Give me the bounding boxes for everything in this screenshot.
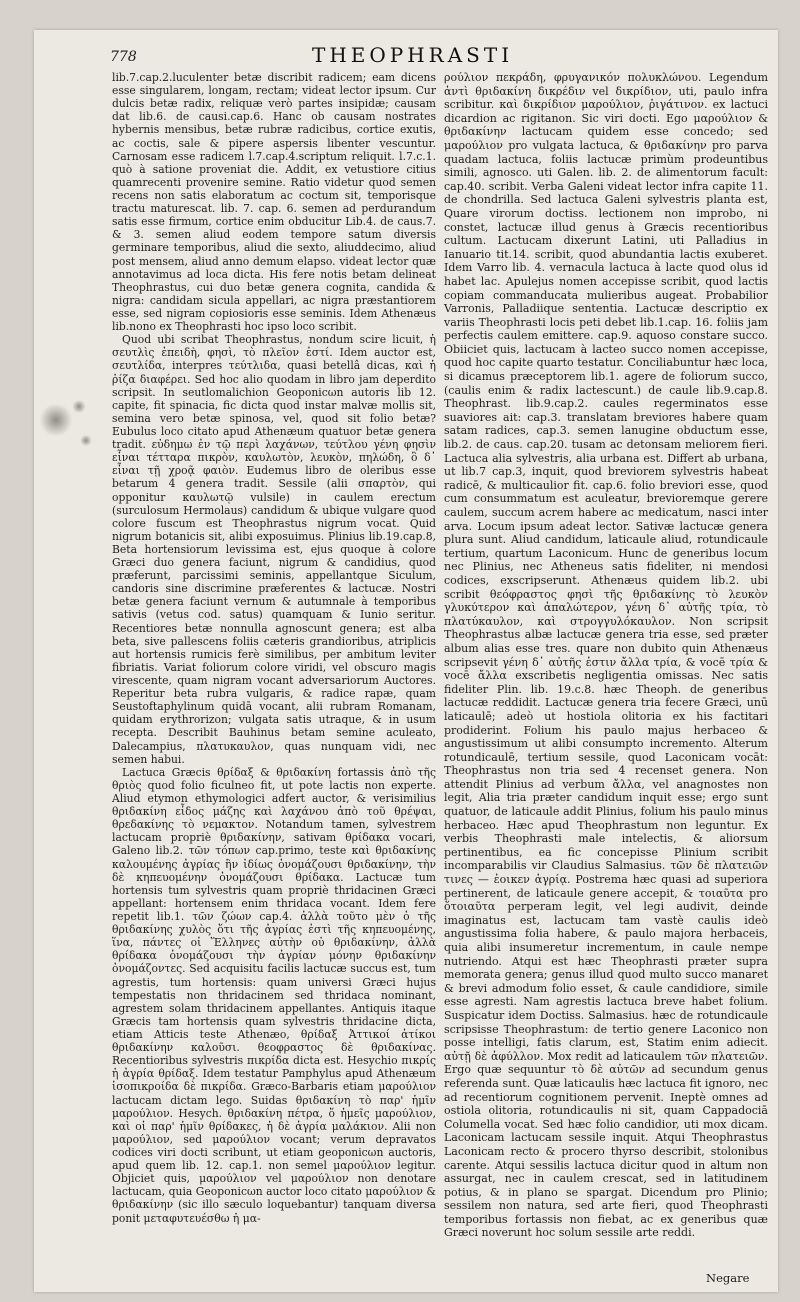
paragraph: Lactuca Græcis θρίδαξ & θριδακίνη fortassis ἀπὸ τῆς θριὸς quod folio ficulneo fit, ut pote lactis non experte. Aliud etymon ethymologici adfert auctor, & verisimilius θριδακίνη εἶδος μάζης καὶ λαχάνου ἀπὸ τοῦ θρέψαι, θρεδακίνης τὸ νεμακτον. Notandum tamen, sylvestrem lactucam propriè θριδακίνην, sativam θρίδακα vocari, Galeno lib.2. τῶν τόπων cap.primo, teste καὶ θριδακίνης καλουμένης ἀγρίας ἣν ἰδίως ὀνομάζουσι θριδακίνην, τὴν δὲ κηπευομένην ὀνομάζουσι θρίδακα. Lactucæ tum hortensis tum sylvestris quam propriè thridacinen Græci appellant: hortensem enim thridaca vocant. Idem fere repetit lib.1. τῶν ζώων cap.4. ἀλλὰ τοῦτο μὲν ὁ τῆς θριδακίνης χυλὸς ὅτι τῆς ἀγρίας ἐστὶ τῆς κηπευομένης, ἵνα, πάντες οἱ Ἕλληνες αὐτὴν οὐ θριδακίνην, ἀλλὰ θρίδακα ὀνομάζουσι τὴν ἀγρίαν μόνην θριδακίνην ὀνομάζοντες. Sed acquisitu facilis lactucæ succus est, tum agrestis, tum hortensis: quam universi Græci hujus tempestatis non thridacinem sed thridaca nominant, agrestem solam thridacinem appellantes. Antiquis itaque Græcis tam hortensis quam sylvestris thridacine dicta, etiam Atticis teste Athenæo, θρίδαξ Ἀττικοί ἀτίκοι θριδακίνην καλοῦσι. θεοφραστος δὲ θριδακίνας. Recentioribus sylvestris πικρίδα dicta est. Hesychio πικρίς ἡ ἀγρία θρίδαξ. Idem testatur Pamphylus apud Athenæum ἰσοπικροίδα δὲ πικρίδα. Græco-Barbaris etiam μαρούλιον lactucam dictam lego. Suidas θριδακίνη τὸ παρ' ἡμῖν μαρούλιον. Hesych. θριδακίνη πέτρα, ὅ ἡμεῖς μαρούλιον, καὶ οἱ παρ' ἡμῖν θρίδακες, ἡ δὲ ἀγρία μαλάκιον. Alii non μαρούλιον, sed μαρούλιον vocant; verum depravatos codices viri docti scribunt, ut etiam geoponicωn auctoris, apud quem lib. 12. cap.1. non semel μαρούλιον legitur. Objiciet quis, μαρούλιον vel μαρούλιον non denotare lactucam, quia Geoponicωn auctor loco citato μαρούλιον & θριδακίνην (sic illo sæculo loquebantur) tanquam diversa ponit μεταφυτευέσθω ἡ μα- xyxy=(112,765,436,1225)
page-number: 778 xyxy=(110,49,137,65)
paragraph: lib.7.cap.2.luculenter betæ discribit radicem; eam dicens esse singularem, longam, rectam; videat lector ipsum. Cur dulcis betæ radix, reliquæ verò partes insipidæ; causam dat lib.6. de causi.cap.6. Hanc ob causam nostrates hybernis mensibus, betæ rubræ radicibus, cortice exutis, ac coctis, sale & pipere aspersis libenter vescuntur. Carnosam esse radicem l.7.cap.4.scriptum reliquit. l.7.c.1. quò à satione proveniat die. Addit, ex vetustiore citius quamrecenti provenire semine. Ratio videtur quod semen recens non satis elaboratum ac coctum sit, temporisque tractu maturescat. lib. 7. cap. 6. semen ad perdurandum satis esse firmum, cortice enim obducitur Lib.4. de caus.7. & 3. semen aliud eodem tempore satum diversis germinare temporibus, aliud die sexto, aliuddecimo, aliud post mensem, aliud anno demum elapso. videat lector quæ annotavimus ad loca dicta. His fere notis betam delineat Theophrastus, cui duo betæ genera cognita, candida & nigra: candidam sicula appellari, ac nigra præstantiorem esse, sed nigram copiosioris esse seminis. Idem Athenæus lib.nono ex Theophrasti hoc ipso loco scribit. xyxy=(112,71,436,334)
catchword: Negare xyxy=(706,1271,750,1285)
paragraph: Quod ubi scribat Theophrastus, nondum scire licuit, ἡ σευτλὶς ἐπειδὴ, φησὶ, τὸ πλεῖον ἐστί. Idem auctor est, σευτλίδα, interpres τεύτλιδα, quasi betellâ dicas, καὶ ἡ ῥίζα διαφέρει. Sed hoc alio quodam in libro jam deperdito scripsit. In seutlomalichion Geoponicωn autoris lib 12. capite, fit spinacia, fic dicta quod instar malvæ mollis sit, semina vero betæ spinosa, vel, quod sit folio betæ? Eubulus loco citato apud Athenæum quatuor betæ genera tradit. εὐδημω ἐν τῷ περὶ λαχάνων, τεύτλου γένη φησὶν εἶναι τέτταρα πικρὸν, καυλωτὸν, λευκὸν, πηλώδη, ὃ δ᾽ εἶναι τῇ χροᾷ φαιὸν. Eudemus libro de oleribus esse betarum 4 genera tradit. Sessile (alii σπαρτὸν, qui opponitur καυλωτῷ vulsile) in caulem erectum (surculosum Hermolaus) candidum & ubique vulgare quod colore fuscum est Theophrastus nigrum vocat. Quid nigrum botanicis sit, alibi exposuimus. Plinius lib.19.cap.8, Beta hortensiorum levissima est, ejus quoque à colore Græci duo genera faciunt, nigrum & candidius, quod præferunt, parcissimi seminis, appellantque Siculum, candoris sine discrimine præferentes & lactucæ. Nostri betæ genera faciunt vernum & autumnale à temporibus sativis (vetus cod. satus) quamquam & Iunio seritur. Recentiores betæ nonnulla agnoscunt genera; est alba beta, sive pallescens foliis cæteris grandioribus, atriplicis aut hortensis rumicis ferè similibus, per ambitum leviter fibriatis. Variat foliorum colore viridi, vel obscuro magis virescente, quam nigram vocant adversariorum Auctores. Reperitur beta rubra vulgaris, & radice rapæ, quam Seustoftaphylinum quidā vocant, alii rubram Romanam, quidam erythrorizon; vulgata satis utraque, & in usum recepta. Describit Bauhinus betam semine aculeato, Dalecampius, πλατυκαυλον, quas nunquam vidi, nec semen habui. xyxy=(112,333,436,766)
ink-stain xyxy=(72,400,86,413)
right-text-column xyxy=(444,71,768,1240)
paragraph: ρούλιον πεκράδη, φρυγανικόν πολυκλώνου. Legendum ἀντὶ θριδακίνη δικρέδιν vel δικρίδιον, uti, paulo infra scribitur. καὶ δικρίδιον μαρούλιον, ῥιγάτινον. ex lactuci dicardion ac rigitanon. Sic viri docti. Ego μαρούλιον & θριδακίνην lactucam quidem esse concedo; sed μαρούλιον pro vulgata lactuca, & θριδακίνην pro parva quadam lactuca, foliis lactucæ primùm prodeuntibus simili, agnosco. uti Galen. lib. 2. de alimentorum facult: cap.40. scribit. Verba Galeni videat lector infra capite 11. de chondrilla. Sed lactuca Galeni sylvestris planta est, Quare virorum doctiss. lectionem non improbo, ni constet, lactucæ illud genus à Græcis recentioribus cultum. Lactucam dixerunt Latini, uti Palladius in Ianuario tit.14. scribit, quod abundantia lactis exuberet. Idem Varro lib. 4. vernacula lactuca à lacte quod olus id habet lac. Apulejus nomen accepisse scribit, quod lactis copiam commanducata mulieribus augeat. Probabilior Varronis, Palladiique sententia. Lactucæ descriptio ex variis Theophrasti locis peti debet lib.1.cap. 16. foliis jam perfectis caulem emittere. cap.9. aquoso constare succo. Obiiciet quis, lactucam à lacteo succo nomen accepisse, quod hoc capite quarto testatur. Conciliabuntur hæc loca, si dicamus præceptorem lib.1. agere de foliorum succo, (caulis enim & radix lactescunt.) de caule lib.9.cap.8. Theophrast. lib.9.cap.2. caules regerminatos esse suaviores ait: cap.3. translatam breviores habere quam satam radices, cap.3. semen lanugine obductum esse, lib.2. de caus. cap.20. tusam ac detonsam meliorem fieri. Lactuca alia sylvestris, alia urbana est. Differt ab urbana, ut lib.7 cap.3, inquit, quod breviorem sylvestris habeat radicē, & multicaulior fit. cap.6. folio breviori esse, quod cum consummatum est aculeatur, brevioremque gerere caulem, succum acrem habere ac medicatum, nasci inter arva. Locum ipsum adeat lector. Sativæ lactucæ genera plura sunt. Aliud candidum, laticaule aliud, rotundicaule tertium, quartum Laconicum. Hunc de generibus locum nec Plinius, nec Atheneus satis fideliter, ni mendosi codices, exscripserunt. Athenæus quidem lib.2. ubi scribit θεόφραστος φησὶ τῆς θριδακίνης τὸ λευκὸν γλυκύτερον καὶ ἁπαλώτερον, γένη δ᾽ αὐτῆς τρία, τὸ πλατύκαυλον, καὶ στρογγυλόκαυλον. Non scripsit Theophrastus albæ lactucæ genera tria esse, sed præter album alias esse tres. quare non dubito quin Athenæus scripsevit γένη δ᾽ αὐτῆς ἐστιν ἄλλα τρία, & vocē τρία & vocē ἄλλα exscribetis negligentia omissas. Nec satis fideliter Plin. lib. 19.c.8. hæc Theoph. de generibus lactucæ reddidit. Lactucæ genera tria fecere Græci, unū laticaulē; adeò ut hostiola olitoria ex his factitari prodiderint. Folium his paulo majus herbaceo & angustissimum ut alibi consumpto incremento. Alterum rotundicaulē, tertium sessile, quod Laconicam vocāt: Theophrastus non tria sed 4 recenset genera. Non attendit Plinius ad verbum ἄλλα, vel anagnostes non legit, Alia tria præter candidum inquit esse; ergo sunt quatuor, de laticaule addit Plinius, folium his paulo minus herbaceo. Hæc apud Theophrastum non leguntur. Ex verbis Theophrasti male intelectis, & aliorsum pertinentibus, ea fic concepisse Plinium scribit incomparabilis vir Claudius Salmasius. τῶν δὲ πλατειῶν τινες — ἐοικεν ἀγρίᾳ. Postrema hæc quasi ad superiora pertinerent, de laticaule genere accepit, & τοιαῦτα pro ὅτοιαῦτα perperam legit, vel legi audivit, deinde imaginatus est, lactucam tam vastè caulis ideò angustissima folia habere, & paulo majora herbaceis, quia alibi insumeretur incrementum, in caule nempe nutriendo. Atqui est hæc Theophrasti præter supra memorata genera; genus illud quod multo succo manaret & brevi admodum folio esset, & caule candidiore, simile esse agresti. Nam agrestis lactuca breve habet folium. Suspicatur idem Doctiss. Salmasius. hæc de rotundicaule scripsisse Theophrastum: de tertio genere Laconico non posse intelligi, fatis clarum, est, Statim enim adiecit. αὐτῇ δὲ ἀφύλλον. Mox redit ad laticaulem τῶν πλατειῶν. Ergo quæ sequuntur τὸ δὲ αὐτῶν ad secundum genus referenda sunt. Quæ laticaulis hæc lactuca fit ignoro, nec ad recentiorum cognitionem pervenit. Ineptè omnes ad ostiola olitoria, rotundicaulis ni sit, quam Cappadociā Columella vocat. Sed hæc folio candidior, uti mox dicam. Laconicam lactucam sessile inquit. Atqui Theophrastus Laconicam recto & procero thyrso describit, stolonibus carente. Atqui sessilis lactuca dicitur quod in altum non assurgat, nec in caulem crescat, sed in latitudinem potius, & in plano se spargat. Dicendum pro Plinio; sessilem non natura, sed arte fieri, quod Theophrasti temporibus fortassis non fiebat, ac ex generibus quæ Græci noverunt hoc solum sessile arte reddi. xyxy=(444,71,768,1240)
ink-stain xyxy=(80,435,92,446)
ink-stain xyxy=(39,404,73,436)
left-text-column xyxy=(112,71,436,1225)
running-head: THEOPHRASTI xyxy=(312,43,514,67)
book-page xyxy=(34,30,778,1292)
